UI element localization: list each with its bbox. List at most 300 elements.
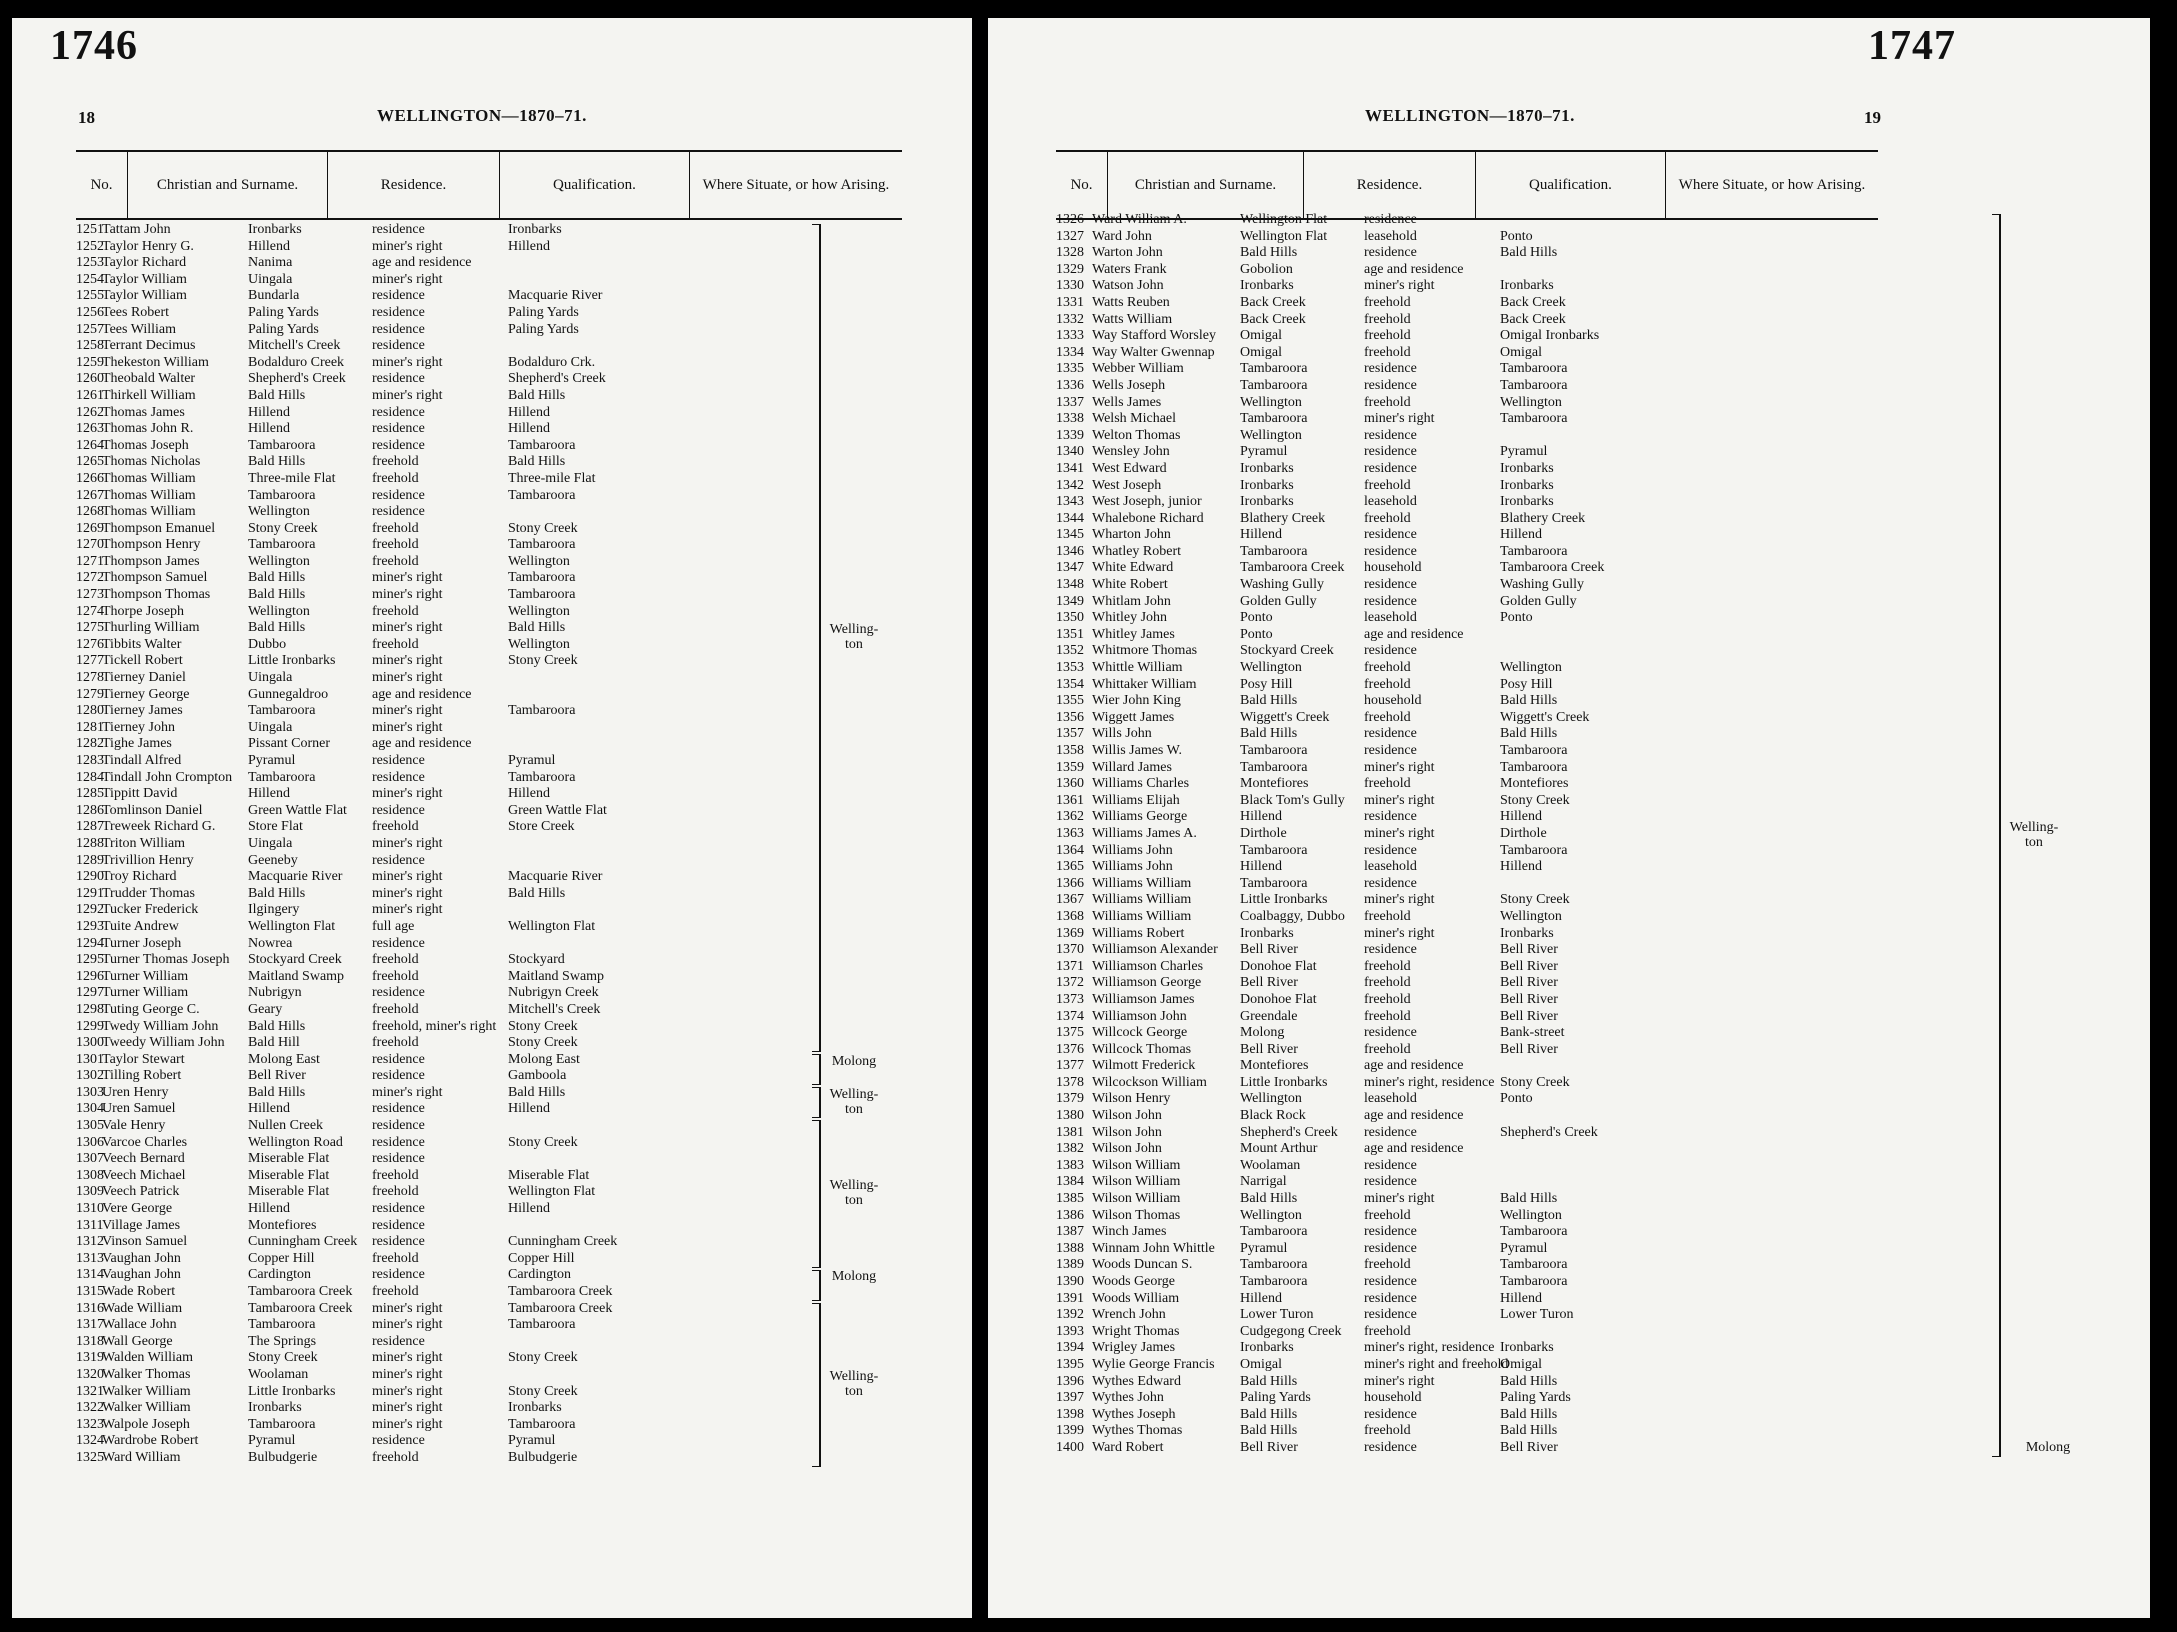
cell-qualification: freehold	[1364, 394, 1411, 410]
cell-qualification: miner's right	[372, 1084, 443, 1100]
cell-no: 1361	[1056, 792, 1084, 808]
cell-where-situate: Stony Creek	[508, 1350, 578, 1366]
cell-qualification: freehold	[372, 1250, 419, 1266]
cell-qualification: freehold	[372, 553, 419, 569]
cell-name: Wythes Joseph	[1092, 1406, 1176, 1422]
cell-where-situate: Lower Turon	[1500, 1307, 1574, 1323]
cell-where-situate: Ironbarks	[508, 222, 562, 237]
cell-where-situate: Bald Hills	[508, 387, 566, 403]
cell-residence: Wellington	[248, 553, 310, 569]
cell-name: Wier John King	[1092, 693, 1181, 709]
cell-name: Wilson Thomas	[1092, 1207, 1181, 1223]
cell-where-situate: Tambaroora	[1500, 361, 1568, 377]
cell-no: 1337	[1056, 394, 1084, 410]
cell-qualification: residence	[372, 753, 425, 768]
table-row	[76, 305, 902, 322]
table-row	[1056, 975, 1878, 992]
cell-qualification: residence	[372, 852, 425, 868]
cell-qualification: freehold, miner's right	[372, 1018, 497, 1034]
cell-where-situate: Golden Gully	[1500, 593, 1577, 609]
cell-residence: Pyramul	[1240, 444, 1288, 460]
cell-name: Williams George	[1092, 809, 1188, 825]
cell-residence: Bald Hills	[1240, 1373, 1298, 1389]
cell-no: 1345	[1056, 527, 1084, 543]
cell-qualification: miner's right	[1364, 792, 1435, 808]
cell-where-situate: Bulbudgerie	[508, 1449, 578, 1465]
cell-residence: Bodalduro Creek	[248, 354, 345, 370]
cell-qualification: freehold	[372, 819, 419, 835]
cell-name: Wrench John	[1092, 1307, 1166, 1323]
cell-where-situate: Hillend	[508, 238, 550, 254]
header-residence: Residence.	[328, 152, 500, 218]
cell-name: Thomas James	[102, 404, 185, 420]
cell-residence: Molong East	[248, 1051, 320, 1067]
cell-residence: Tambaroora	[248, 769, 316, 785]
cell-name: Way Stafford Worsley	[1092, 328, 1216, 344]
cell-name: Wythes John	[1092, 1390, 1164, 1406]
cell-where-situate: Tambaroora	[508, 587, 576, 603]
cell-where-situate: Hillend	[508, 1201, 550, 1217]
table-row	[76, 703, 902, 720]
cell-name: Thomas Joseph	[102, 437, 189, 453]
cell-qualification: freehold	[1364, 1041, 1411, 1057]
cell-name: Wrigley James	[1092, 1340, 1176, 1356]
cell-residence: Dirthole	[1240, 825, 1287, 841]
cell-name: Trivillion Henry	[102, 852, 194, 868]
cell-no: 1262	[76, 404, 104, 420]
cell-name: Williams William	[1092, 908, 1192, 924]
cell-qualification: leasehold	[1364, 859, 1417, 875]
cell-no: 1389	[1056, 1257, 1084, 1273]
cell-name: Wallace John	[102, 1317, 177, 1333]
cell-name: Woods George	[1092, 1274, 1175, 1289]
table-row	[1056, 295, 1878, 312]
cell-no: 1299	[76, 1018, 104, 1034]
cell-residence: Cunningham Creek	[248, 1234, 358, 1250]
cell-where-situate: Macquarie River	[508, 869, 603, 885]
cell-qualification: freehold	[1364, 1207, 1411, 1223]
cell-residence: Hillend	[1240, 527, 1282, 543]
cell-name: White Robert	[1092, 577, 1168, 593]
cell-residence: Bald Hills	[248, 570, 306, 586]
table-row	[76, 1317, 902, 1334]
table-row	[1056, 1374, 1878, 1391]
table-row	[76, 1284, 902, 1301]
cell-qualification: freehold	[372, 968, 419, 984]
cell-qualification: residence	[1364, 1290, 1417, 1306]
cell-no: 1321	[76, 1383, 104, 1399]
cell-qualification: full age	[372, 918, 415, 934]
cell-name: Woods Duncan S.	[1092, 1257, 1193, 1273]
table-row	[76, 836, 902, 853]
cell-no: 1383	[1056, 1157, 1084, 1173]
cell-qualification: freehold	[1364, 776, 1411, 792]
cell-no: 1334	[1056, 344, 1084, 360]
cell-qualification: freehold	[1364, 991, 1411, 1007]
cell-residence: Wellington Road	[248, 1134, 343, 1150]
cell-qualification: miner's right	[372, 387, 443, 403]
cell-no: 1279	[76, 686, 104, 702]
cell-residence: Tambaroora	[1240, 743, 1308, 758]
cell-where-situate: Tambaroora	[1500, 842, 1568, 858]
cell-name: Warton John	[1092, 245, 1163, 261]
cell-no: 1368	[1056, 908, 1084, 924]
cell-qualification: miner's right	[1364, 925, 1435, 941]
table-row	[76, 371, 902, 388]
table-row	[76, 670, 902, 687]
cell-no: 1261	[76, 387, 104, 403]
cell-where-situate: Wellington	[1500, 660, 1562, 676]
cell-name: Williamson John	[1092, 1008, 1187, 1024]
cell-name: Uren Samuel	[102, 1101, 176, 1117]
cell-qualification: age and residence	[1364, 261, 1464, 277]
cell-qualification: miner's right	[372, 703, 443, 719]
table-row	[1056, 262, 1878, 279]
cell-no: 1367	[1056, 892, 1084, 908]
cell-name: Tickell Robert	[102, 653, 183, 669]
cell-where-situate: Macquarie River	[508, 288, 603, 304]
cell-no: 1303	[76, 1084, 104, 1100]
cell-qualification: miner's right	[372, 1317, 443, 1333]
table-row	[76, 388, 902, 405]
cell-qualification: miner's right	[372, 570, 443, 586]
cell-no: 1333	[1056, 328, 1084, 344]
cell-where-situate: Ironbarks	[1500, 460, 1554, 476]
cell-residence: Molong	[1240, 1025, 1285, 1041]
cell-no: 1344	[1056, 510, 1084, 526]
cell-where-situate: Hillend	[1500, 809, 1542, 825]
cell-qualification: residence	[1364, 1025, 1417, 1041]
table-row	[1056, 1058, 1878, 1075]
table-row	[1056, 245, 1878, 262]
cell-residence: Posy Hill	[1240, 676, 1293, 692]
table-row	[1056, 1307, 1878, 1324]
cell-qualification: freehold	[372, 1035, 419, 1051]
cell-name: Tierney James	[102, 703, 183, 719]
cell-residence: Little Ironbarks	[248, 653, 336, 669]
cell-name: Thekeston William	[102, 354, 209, 370]
cell-residence: Three-mile Flat	[248, 470, 336, 486]
cell-residence: Wellington	[1240, 660, 1302, 676]
cell-no: 1372	[1056, 975, 1084, 991]
cell-name: Wells Joseph	[1092, 377, 1166, 393]
cell-residence: Bald Hills	[1240, 1423, 1298, 1439]
cell-residence: Nowrea	[248, 935, 293, 951]
cell-no: 1347	[1056, 560, 1084, 576]
district-label: Welling- ton	[829, 1369, 879, 1399]
cell-residence: Little Ironbarks	[248, 1383, 336, 1399]
table-row	[76, 521, 902, 538]
cell-residence: Bald Hills	[248, 387, 306, 403]
cell-no: 1302	[76, 1068, 104, 1084]
cell-residence: Hillend	[1240, 859, 1282, 875]
cell-where-situate: Pyramul	[1500, 444, 1548, 460]
cell-residence: Woolaman	[248, 1366, 309, 1382]
cell-residence: Bald Hills	[248, 1084, 306, 1100]
cell-name: Waters Frank	[1092, 261, 1167, 277]
table-row	[76, 504, 902, 521]
cell-residence: Ironbarks	[1240, 925, 1294, 941]
cell-qualification: freehold	[372, 603, 419, 619]
cell-qualification: age and residence	[372, 686, 472, 702]
cell-no: 1336	[1056, 377, 1084, 393]
cell-where-situate: Hillend	[508, 421, 550, 437]
cell-qualification: residence	[372, 222, 425, 237]
district-bracket	[812, 1120, 821, 1267]
cell-residence: Hillend	[1240, 1290, 1282, 1306]
cell-name: West Edward	[1092, 460, 1167, 476]
cell-residence: Ironbarks	[1240, 278, 1294, 294]
table-header	[76, 150, 902, 220]
cell-no: 1289	[76, 852, 104, 868]
cell-name: Wilson William	[1092, 1191, 1181, 1207]
cell-no: 1312	[76, 1234, 104, 1250]
cell-residence: Miserable Flat	[248, 1167, 330, 1183]
cell-name: Watson John	[1092, 278, 1164, 294]
cell-where-situate: Tambaroora	[508, 537, 576, 553]
cell-where-situate: Omigal	[1500, 1356, 1542, 1372]
cell-qualification: freehold	[1364, 676, 1411, 692]
table-row	[1056, 610, 1878, 627]
cell-name: Winnam John Whittle	[1092, 1240, 1215, 1256]
cell-no: 1296	[76, 968, 104, 984]
header-no: No.	[1056, 152, 1108, 218]
cell-no: 1260	[76, 371, 104, 387]
cell-no: 1357	[1056, 726, 1084, 742]
cell-qualification: miner's right	[372, 587, 443, 603]
table-row	[1056, 395, 1878, 412]
cell-qualification: freehold	[1364, 1257, 1411, 1273]
cell-no: 1284	[76, 769, 104, 785]
cell-qualification: residence	[1364, 1439, 1417, 1455]
cell-no: 1354	[1056, 676, 1084, 692]
cell-where-situate: Bald Hills	[1500, 693, 1558, 709]
cell-residence: Greendale	[1240, 1008, 1298, 1024]
cell-no: 1282	[76, 736, 104, 752]
table-row	[76, 1218, 902, 1235]
cell-residence: Dubbo	[248, 636, 287, 652]
cell-name: Woods William	[1092, 1290, 1180, 1306]
table-row	[1056, 1042, 1878, 1059]
header-where-situate: Where Situate, or how Arising.	[702, 176, 890, 193]
cell-qualification: residence	[1364, 245, 1417, 261]
cell-residence: Ponto	[1240, 610, 1273, 626]
cell-no: 1271	[76, 553, 104, 569]
cell-residence: Uingala	[248, 271, 293, 287]
cell-residence: Mount Arthur	[1240, 1141, 1318, 1157]
table-row	[76, 952, 902, 969]
cell-qualification: residence	[1364, 361, 1417, 377]
cell-no: 1270	[76, 537, 104, 553]
cell-name: Wilson John	[1092, 1108, 1162, 1124]
table-row	[1056, 461, 1878, 478]
table-row	[76, 1068, 902, 1085]
cell-name: Vinson Samuel	[102, 1234, 188, 1250]
cell-residence: Hillend	[248, 421, 290, 437]
table-row	[1056, 1191, 1878, 1208]
cell-residence: Uingala	[248, 719, 293, 735]
cell-where-situate: Tambaroora	[508, 703, 576, 719]
cell-qualification: miner's right	[372, 835, 443, 851]
cell-where-situate: Bell River	[1500, 975, 1558, 991]
cell-no: 1285	[76, 786, 104, 802]
cell-where-situate: Bell River	[1500, 991, 1558, 1007]
cell-residence: Tambaroora	[1240, 1224, 1308, 1240]
cell-no: 1353	[1056, 660, 1084, 676]
cell-name: Williams Elijah	[1092, 792, 1180, 808]
cell-name: Tucker Frederick	[102, 902, 199, 918]
table-row	[76, 355, 902, 372]
cell-qualification: residence	[1364, 1157, 1417, 1173]
cell-residence: Geeneby	[248, 852, 298, 868]
cell-residence: Back Creek	[1240, 311, 1306, 327]
cell-qualification: miner's right	[372, 1350, 443, 1366]
cell-qualification: miner's right	[372, 719, 443, 735]
cell-name: Whitley James	[1092, 626, 1175, 642]
cell-residence: Lower Turon	[1240, 1307, 1314, 1323]
cell-residence: Hillend	[248, 1101, 290, 1117]
cell-where-situate: Stony Creek	[1500, 892, 1570, 908]
cell-no: 1335	[1056, 361, 1084, 377]
table-row	[76, 1201, 902, 1218]
cell-no: 1349	[1056, 593, 1084, 609]
table-row	[76, 969, 902, 986]
cell-name: Williams John	[1092, 859, 1173, 875]
cell-no: 1290	[76, 869, 104, 885]
table-row	[1056, 693, 1878, 710]
cell-where-situate: Stony Creek	[1500, 1074, 1570, 1090]
cell-name: Tighe James	[102, 736, 172, 752]
cell-name: Uren Henry	[102, 1084, 169, 1100]
cell-no: 1278	[76, 670, 104, 686]
cell-name: Wade Robert	[102, 1284, 176, 1299]
cell-qualification: household	[1364, 693, 1422, 709]
table-row	[76, 736, 902, 753]
cell-qualification: residence	[372, 504, 425, 520]
cell-where-situate: Ironbarks	[508, 1400, 562, 1416]
cell-where-situate: Stockyard	[508, 952, 565, 968]
running-head: WELLINGTON—1870–71.	[1365, 106, 1575, 125]
table-row	[1056, 1025, 1878, 1042]
cell-qualification: miner's right	[372, 238, 443, 254]
cell-no: 1388	[1056, 1240, 1084, 1256]
cell-residence: Wellington	[1240, 1091, 1302, 1107]
cell-name: Webber William	[1092, 361, 1184, 377]
cell-qualification: miner's right	[372, 869, 443, 885]
cell-qualification: miner's right	[372, 670, 443, 686]
cell-where-situate: Miserable Flat	[508, 1167, 590, 1183]
cell-residence: Ironbarks	[1240, 460, 1294, 476]
cell-residence: Stony Creek	[248, 1350, 318, 1366]
table-row	[1056, 726, 1878, 743]
cell-where-situate: Stony Creek	[508, 520, 578, 536]
cell-where-situate: Stony Creek	[508, 1035, 578, 1051]
cell-residence: Uingala	[248, 670, 293, 686]
cell-no: 1268	[76, 504, 104, 520]
cell-no: 1380	[1056, 1108, 1084, 1124]
district-bracket	[812, 1303, 821, 1467]
page-number: 19	[1864, 108, 1881, 127]
table-row	[76, 753, 902, 770]
cell-no: 1286	[76, 802, 104, 818]
cell-where-situate: Bell River	[1500, 1041, 1558, 1057]
cell-where-situate: Gamboola	[508, 1068, 567, 1084]
cell-residence: Tambaroora	[1240, 875, 1308, 891]
cell-no: 1366	[1056, 875, 1084, 891]
cell-name: Whitley John	[1092, 610, 1168, 626]
cell-qualification: residence	[372, 1201, 425, 1217]
cell-residence: Montefiores	[1240, 776, 1309, 792]
cell-no: 1305	[76, 1118, 104, 1134]
cell-qualification: residence	[372, 1134, 425, 1150]
cell-where-situate: Tambaroora	[508, 1317, 576, 1333]
table-row	[1056, 345, 1878, 362]
cell-residence: Hillend	[248, 238, 290, 254]
cell-qualification: residence	[372, 1068, 425, 1084]
cell-where-situate: Wellington Flat	[508, 918, 596, 934]
cell-qualification: residence	[372, 1433, 425, 1449]
cell-qualification: residence	[372, 802, 425, 818]
table-row	[1056, 1440, 1878, 1457]
cell-where-situate: Bald Hills	[1500, 1373, 1558, 1389]
cell-name: Wall George	[102, 1333, 173, 1349]
table-row	[1056, 809, 1878, 826]
cell-no: 1350	[1056, 610, 1084, 626]
cell-name: Veech Patrick	[102, 1184, 180, 1200]
cell-qualification: miner's right	[372, 620, 443, 636]
district-label: Welling- ton	[829, 1086, 879, 1117]
cell-residence: Ironbarks	[1240, 477, 1294, 493]
cell-name: Wiggett James	[1092, 709, 1175, 725]
cell-qualification: residence	[372, 935, 425, 951]
table-row	[76, 1400, 902, 1417]
cell-residence: Pyramul	[248, 753, 296, 768]
cell-name: Taylor William	[102, 288, 187, 304]
cell-where-situate: Tambaroora	[1500, 377, 1568, 393]
cell-residence: Bell River	[248, 1068, 306, 1084]
cell-no: 1364	[1056, 842, 1084, 858]
table-row	[76, 786, 902, 803]
right-page	[988, 18, 2150, 1618]
table-row	[76, 936, 902, 953]
cell-no: 1266	[76, 470, 104, 486]
cell-qualification: miner's right	[372, 1383, 443, 1399]
page-number: 18	[78, 108, 95, 127]
cell-qualification: miner's right	[372, 1416, 443, 1432]
table-row	[76, 570, 902, 587]
cell-qualification: residence	[1364, 427, 1417, 443]
cell-qualification: freehold	[1364, 660, 1411, 676]
cell-qualification: residence	[1364, 460, 1417, 476]
cell-name: Tees Robert	[102, 304, 170, 320]
cell-qualification: miner's right	[372, 1366, 443, 1382]
cell-name: Ward William	[102, 1449, 181, 1465]
cell-no: 1377	[1056, 1058, 1084, 1074]
table-row	[76, 604, 902, 621]
cell-where-situate: Bald Hills	[1500, 1423, 1558, 1439]
cell-where-situate: Tambaroora	[508, 437, 576, 453]
cell-qualification: residence	[1364, 809, 1417, 825]
cell-qualification: residence	[372, 1118, 425, 1134]
table-row	[76, 1450, 902, 1467]
table-row	[76, 421, 902, 438]
cell-qualification: residence	[1364, 1224, 1417, 1240]
cell-name: Tuite Andrew	[102, 918, 179, 934]
cell-name: Wylie George Francis	[1092, 1356, 1215, 1372]
table-row	[1056, 776, 1878, 793]
cell-qualification: residence	[1364, 875, 1417, 891]
cell-name: West Joseph	[1092, 477, 1162, 493]
